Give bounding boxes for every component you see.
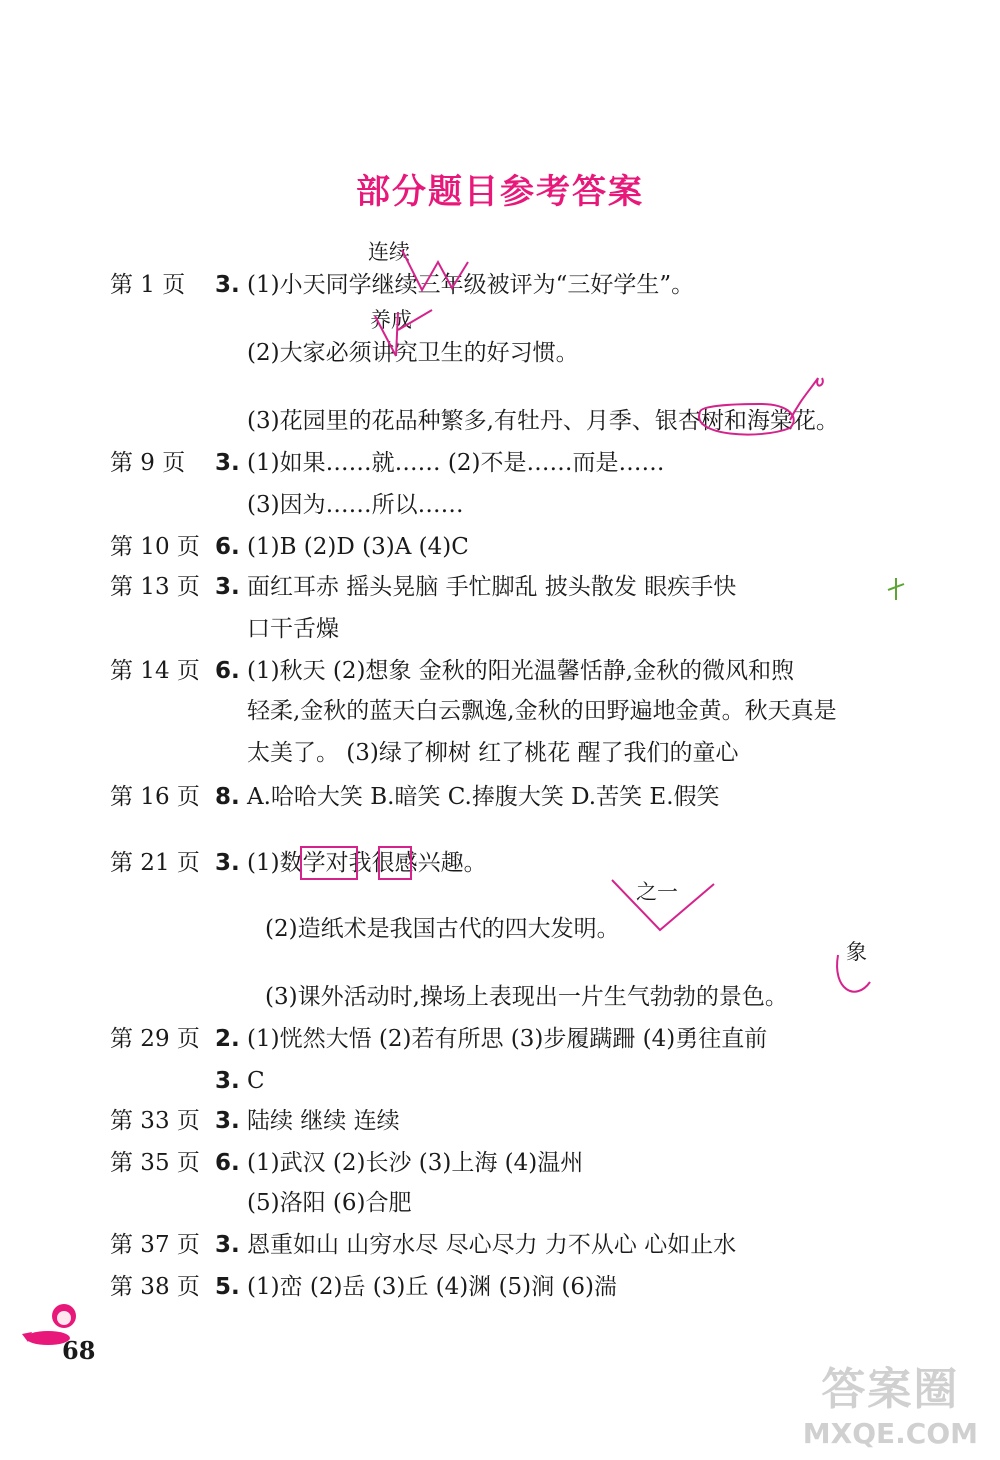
answer-text: (1)B (2)D (3)A (4)C — [247, 534, 469, 560]
question-number: 3. — [215, 272, 240, 298]
answer-text: (1)如果……就…… (2)不是……而是…… — [247, 450, 665, 476]
page-ref: 第 29 页 — [110, 1026, 200, 1052]
answer-text: A.哈哈大笑 B.暗笑 C.捧腹大笑 D.苦笑 E.假笑 — [247, 784, 720, 810]
page-number: 68 — [62, 1336, 96, 1365]
page-ref: 第 13 页 — [110, 574, 200, 600]
answer-text: (3)花园里的花品种繁多,有牡丹、月季、银杏树和海棠花。 — [247, 408, 839, 434]
correction-note: 之一 — [636, 880, 678, 904]
question-number: 3. — [215, 1108, 240, 1134]
answer-text: (2)造纸术是我国古代的四大发明。 — [265, 916, 620, 942]
answer-text: (1)武汉 (2)长沙 (3)上海 (4)温州 — [247, 1150, 584, 1176]
question-number: 6. — [215, 658, 240, 684]
question-number: 6. — [215, 534, 240, 560]
answer-text: (2)大家必须讲究卫生的好习惯。 — [247, 340, 579, 366]
page-ref: 第 37 页 — [110, 1232, 200, 1258]
answer-text: (3)因为……所以…… — [247, 492, 464, 518]
page-ref: 第 9 页 — [110, 450, 186, 476]
answer-text: (1)恍然大悟 (2)若有所思 (3)步履蹒跚 (4)勇往直前 — [247, 1026, 768, 1052]
question-number: 3. — [215, 574, 240, 600]
page-ref: 第 14 页 — [110, 658, 200, 684]
question-number: 3. — [215, 450, 240, 476]
answer-text: 口干舌燥 — [247, 616, 339, 642]
answer-text: (5)洛阳 (6)合肥 — [247, 1190, 412, 1216]
watermark-title: 答案圈 — [821, 1364, 960, 1415]
answer-text: 陆续 继续 连续 — [247, 1108, 400, 1134]
answer-text: (1)小天同学继续三年级被评为“三好学生”。 — [247, 272, 695, 298]
watermark — [803, 1353, 978, 1450]
question-number: 8. — [215, 784, 240, 810]
question-number: 3. — [215, 850, 240, 876]
page-ref: 第 16 页 — [110, 784, 200, 810]
answer-text: 轻柔,金秋的蓝天白云飘逸,金秋的田野遍地金黄。秋天真是 — [247, 698, 837, 724]
page-ref: 第 38 页 — [110, 1274, 200, 1300]
answer-text: (1)峦 (2)岳 (3)丘 (4)渊 (5)涧 (6)湍 — [247, 1274, 618, 1300]
question-number: 3. — [215, 1232, 240, 1258]
answer-text: 恩重如山 山穷水尽 尽心尽力 力不从心 心如止水 — [247, 1232, 737, 1258]
correction-box — [300, 846, 358, 880]
correction-note: 养成 — [370, 308, 412, 332]
page-ref: 第 21 页 — [110, 850, 200, 876]
answer-text: 面红耳赤 摇头晃脑 手忙脚乱 披头散发 眼疾手快 — [247, 574, 737, 600]
question-number: 5. — [215, 1274, 240, 1300]
page-ref: 第 33 页 — [110, 1108, 200, 1134]
page-ref: 第 35 页 — [110, 1150, 200, 1176]
correction-note: 连续 — [368, 240, 410, 264]
answer-text: (3)课外活动时,操场上表现出一片生气勃勃的景色。 — [265, 984, 788, 1010]
question-number: 2. — [215, 1026, 240, 1052]
page-ref: 第 1 页 — [110, 272, 186, 298]
watermark-url: MXQE.COM — [802, 1417, 978, 1450]
page-ref: 第 10 页 — [110, 534, 200, 560]
correction-box — [378, 846, 412, 880]
question-number: 3. — [215, 1068, 240, 1094]
answer-text: 太美了。 (3)绿了柳树 红了桃花 醒了我们的童心 — [247, 740, 739, 766]
answer-text: (1)秋天 (2)想象 金秋的阳光温馨恬静,金秋的微风和煦 — [247, 658, 795, 684]
answer-text: (1)数学对我很感兴趣。 — [247, 850, 487, 876]
question-number: 6. — [215, 1150, 240, 1176]
correction-note: 象 — [846, 940, 867, 964]
page-title: 部分题目参考答案 — [356, 172, 644, 212]
answer-text: C — [247, 1068, 265, 1094]
